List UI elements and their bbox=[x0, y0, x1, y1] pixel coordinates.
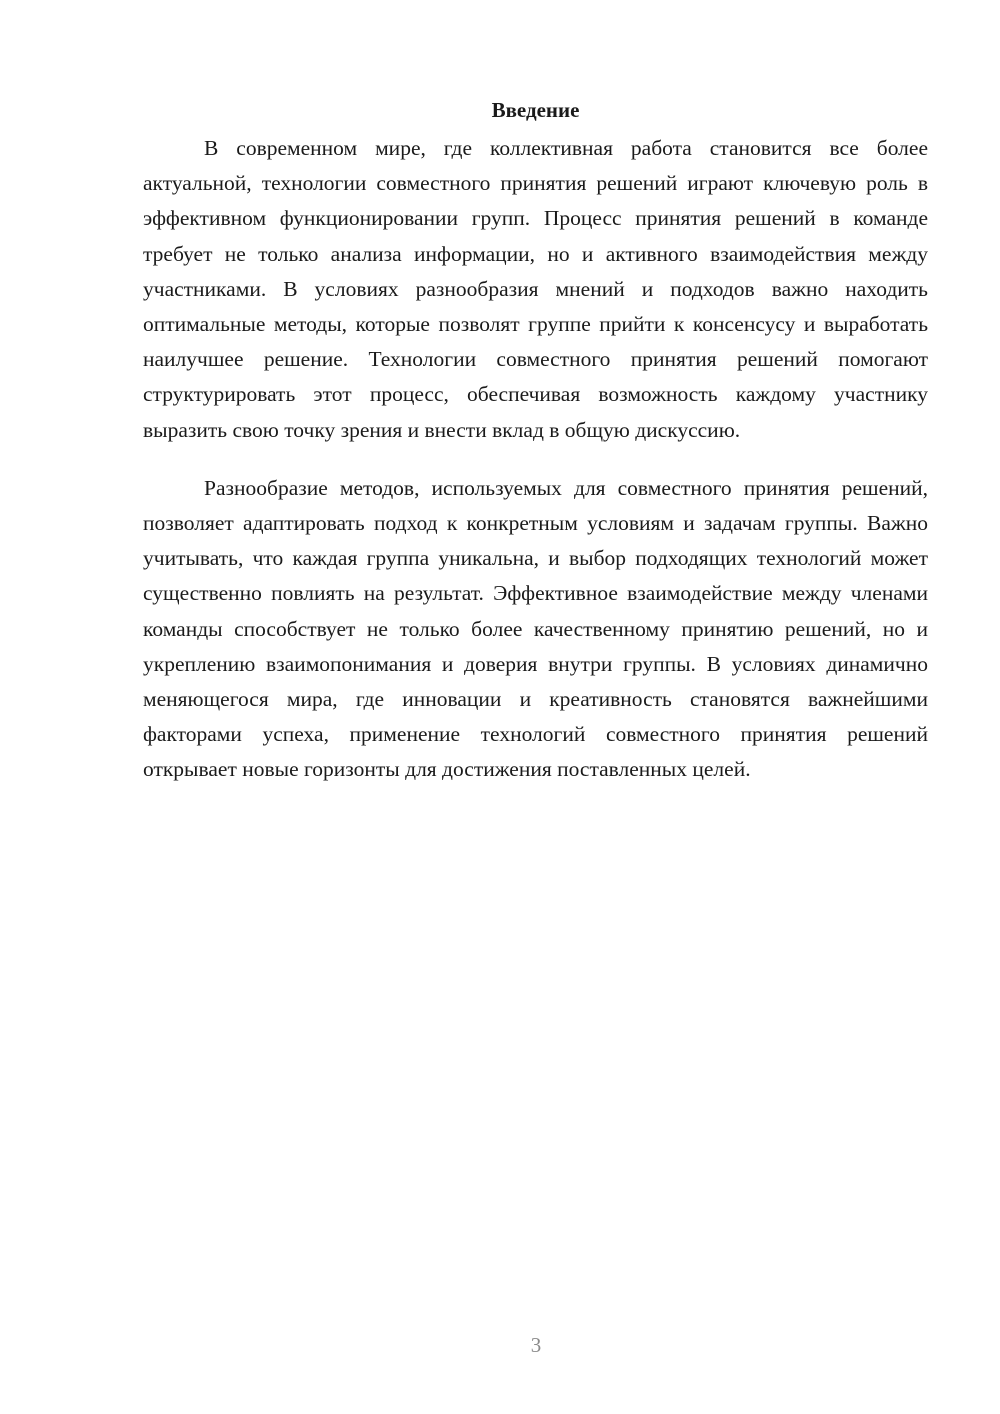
page-number: 3 bbox=[530, 1333, 542, 1357]
section-heading: Введение bbox=[491, 98, 580, 122]
paragraph-2: Разнообразие методов, используемых для совместного принятия решений, позволяет адаптировать подход к конкретным условиям и задачам группы. Важно учитывать, что каждая группа уникальна, и выбор подходящих технологий может существенно повлиять на результат. Эффективное взаимодействие между членами команды способствует не только более качественному принятию решений, но и укреплению взаимопонимания и доверия внутри группы. В условиях динамично меняющегося мира, где инновации и креативность становятся важнейшими факторами успеха, применение технологий совместного принятия решений открывает новые горизонты для достижения поставленных целей. bbox=[143, 475, 928, 782]
paragraph-1: В современном мире, где коллективная работа становится все более актуальной, технологии совместного принятия решений играют ключевую роль в эффективном функционировании групп. Процесс принятия решений в команде требует не только анализа информации, но и активного взаимодействия между участниками. В условиях разнообразия мнений и подходов важно находить оптимальные методы, которые позволят группе прийти к консенсусу и выработать наилучшее решение. Технологии совместного принятия решений помогают структурировать этот процесс, обеспечивая возможность каждому участнику выразить свою точку зрения и внести вклад в общую дискуссию. bbox=[143, 136, 928, 442]
